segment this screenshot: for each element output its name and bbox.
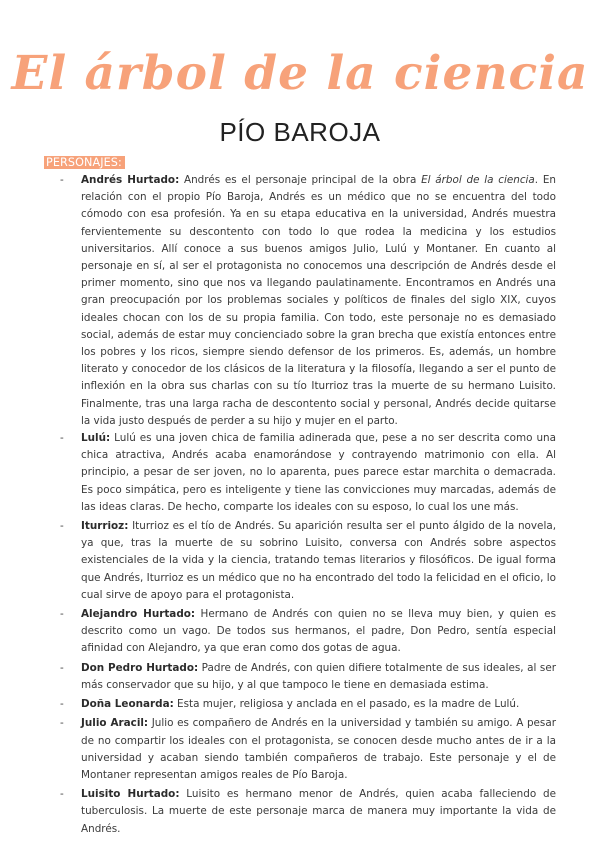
section-label-personajes: PERSONAJES:	[44, 156, 125, 169]
list-item-andres	[60, 172, 556, 430]
character-name: Alejandro Hurtado:	[81, 608, 196, 621]
author-name: PÍO BAROJA	[219, 117, 381, 147]
character-name: Luisito Hurtado:	[81, 788, 180, 801]
list-item-luisito	[60, 786, 556, 838]
list-item-dona-leonarda	[60, 696, 556, 713]
list-item-don-pedro	[60, 660, 556, 694]
character-name: Iturrioz:	[81, 520, 129, 533]
character-name: Don Pedro Hurtado:	[81, 661, 199, 674]
character-description: Andrés es el personaje principal de la obra	[179, 174, 422, 186]
book-title-italic: El árbol de la ciencia	[421, 174, 535, 186]
character-name: Julio Aracil:	[81, 717, 149, 730]
character-description: . En relación con el propio Pío Baroja, Andrés es un médico que no se encuentra del todo cómodo con esa profesión. Ya en su etapa educativa en la universidad, Andrés muestra fervientemente su descontento con todo lo que rodea la medicina y los estudios universitarios. Allí conoce a sus buenos amigos Julio, Lulú y Montaner. En cuanto al personaje en sí, al ser el protagonista no conocemos una descripción de Andrés desde el primer momento, sino que nos va llegando paulatinamente. Encontramos en Andrés una gran preocupación por los problemas sociales y políticos de finales del siglo XIX, cuyos ideales chocan con los de su propia familia. Con todo, este personaje no es demasiado social, además de estar muy concienciado sobre la gran brecha que existía entonces entre los pobres y los ricos, siempre siendo defensor de los primeros. Es, además, un hombre literato y conocedor de los clásicos de la literatura y la filosofía, llegando a ser el punto de inflexión en la obra sus charlas con su tío Iturrioz tras la muerte de su hermano Luisito. Finalmente, tras una larga racha de descontento social y personal, Andrés decide quitarse la vida justo después de perder a su hijo y mujer en el parto.	[81, 174, 556, 427]
list-item-lulu	[60, 430, 556, 516]
character-description: Padre de Andrés, con quien difiere totalmente de sus ideales, al ser más conservador que su hijo, y al que tampoco le tiene en demasiada estima.	[81, 661, 557, 691]
character-description: Hermano de Andrés con quien no se lleva muy bien, y quien es descrito como un vago. De todos sus hermanos, el padre, Don Pedro, sentía especial afinidad con Alejandro, ya que eran como dos gotas de agua.	[81, 608, 557, 655]
character-description: Luisito es hermano menor de Andrés, quien acaba falleciendo de tuberculosis. La muerte de este personaje marca de manera muy importante la vida de Andrés.	[81, 788, 556, 835]
character-name: Andrés Hurtado:	[81, 174, 180, 186]
character-description: Esta mujer, religiosa y anclada en el pasado, es la madre de Lulú.	[173, 698, 520, 711]
list-item-alejandro	[60, 606, 556, 658]
character-name: Doña Leonarda:	[81, 698, 174, 711]
list-item-julio	[60, 715, 556, 784]
character-description: Julio es compañero de Andrés en la universidad y también su amigo. A pesar de no compartir los ideales con el protagonista, se conocen desde mucho antes de ir a la universidad y acaban siendo también compañeros de trabajo. Este personaje y el de Montaner representan amigos reales de Pío Baroja.	[81, 717, 556, 781]
document-title: El árbol de la ciencia	[11, 46, 589, 101]
character-list	[60, 172, 556, 838]
character-description: Lulú es una joven chica de familia adinerada que, pese a no ser descrita como una chica atractiva, Andrés acaba enamorándose y contrayendo matrimonio con ella. Al principio, a pesar de ser joven, no lo aparenta, pues parece estar marchita o demacrada. Es poco simpática, pero es inteligente y tiene las convicciones muy marcadas, además de las ideas claras. De hecho, comparte los ideales con su esposo, lo cual los une más.	[81, 432, 556, 513]
character-name: Lulú:	[81, 432, 111, 445]
character-description: Iturrioz es el tío de Andrés. Su aparición resulta ser el punto álgido de la novela, ya que, tras la muerte de su sobrino Luisito, conversa con Andrés sobre aspectos existenciales de la vida y la ciencia, tratando temas literarios y filosóficos. De igual forma que Andrés, Iturrioz es un médico que no ha encontrado del todo la felicidad en el oficio, lo cual sirve de apoyo para el protagonista.	[81, 520, 556, 601]
list-item-iturrioz	[60, 518, 556, 604]
